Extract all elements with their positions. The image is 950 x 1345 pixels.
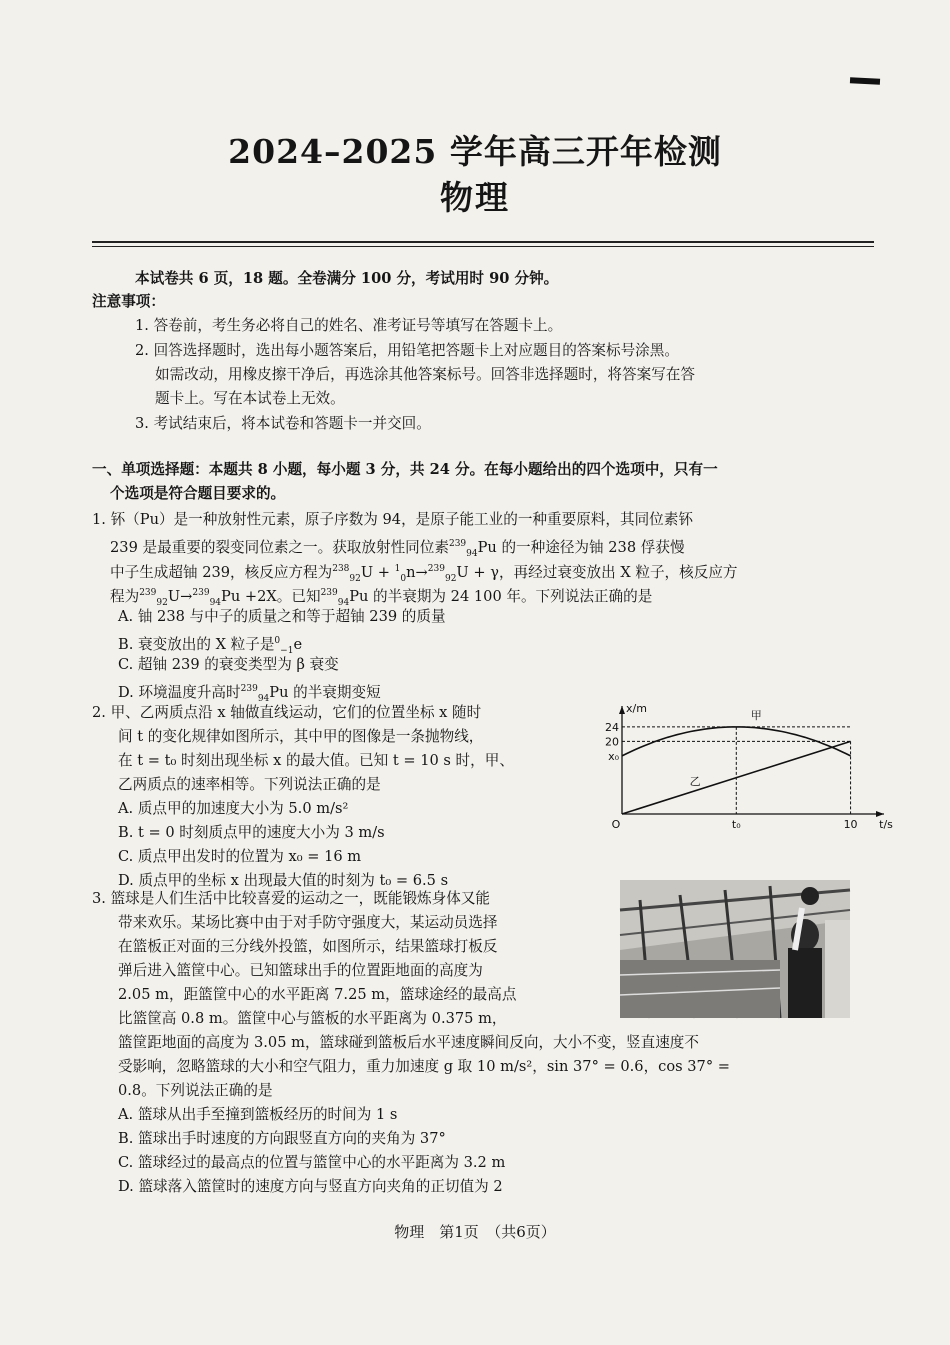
q3-option-b: B. 篮球出手时速度的方向跟竖直方向的夹角为 37° [118,1130,446,1147]
q1-line4: 程为$^{239}_{92}$U→$^{239}_{94}$Pu +2X。已知$^{239}_{94}$Pu 的半衰期为 24 100 年。下列说法正确的是 [110,587,653,608]
q1-option-c: C. 超铀 239 的衰变类型为 β 衰变 [118,656,339,673]
q2-option-c: C. 质点甲出发时的位置为 x₀ = 16 m [118,848,362,865]
q1-option-a: A. 铀 238 与中子的质量之和等于超铀 239 的质量 [118,608,446,625]
notice-2-cont-a: 如需改动，用橡皮擦干净后，再选涂其他答案标号。回答非选择题时，将答案写在答 [155,366,695,383]
xt-graph [600,700,893,835]
q3-line1: 3. 篮球是人们生活中比较喜爱的运动之一，既能锻炼身体又能 [92,890,491,907]
q3-line7: 篮筐距地面的高度为 3.05 m，篮球碰到篮板后水平速度瞬间反向，大小不变，竖直速度不 [118,1034,699,1051]
q3-option-a: A. 篮球从出手至撞到篮板经历的时间为 1 s [118,1106,398,1123]
page-footer: 物理 第1页 （共6页） [394,1223,556,1241]
basketball-scene-illustration [620,880,850,1018]
origin-label: O [611,818,621,831]
xt-plot-area [605,702,893,831]
q3-line4: 弹后进入篮筐中心。已知篮球出手的位置距地面的高度为 [118,962,483,979]
intro-summary: 本试卷共 6 页，18 题。全卷满分 100 分，考试用时 90 分钟。 [135,270,559,287]
q2-option-a: A. 质点甲的加速度大小为 5.0 m/s² [118,800,349,817]
y-axis-label: x/m [626,702,647,715]
page-corner-mark [850,77,880,85]
x-tick-t0: t₀ [731,818,741,831]
exam-subject: 物理 [440,178,510,217]
q1-line2: 239 是最重要的裂变同位素之一。获取放射性同位素$^{239}_{94}$Pu 的一种途径为铀 238 俘获慢 [110,538,685,559]
q3-option-d: D. 篮球落入篮筐时的速度方向与竖直方向夹角的正切值为 2 [118,1178,503,1195]
series-yi-label: 乙 [689,774,701,788]
notice-3: 3. 考试结束后，将本试卷和答题卡一并交回。 [135,415,431,432]
q2-line3: 在 t = t₀ 时刻出现坐标 x 的最大值。已知 t = 10 s 时，甲、 [118,752,514,769]
y-tick-20: 20 [605,735,619,749]
section1-heading: 一、单项选择题：本题共 8 小题，每小题 3 分，共 24 分。在每小题给出的四个选项中，只有一 [92,461,718,478]
q2-line1: 2. 甲、乙两质点沿 x 轴做直线运动，它们的位置坐标 x 随时 [92,704,482,721]
exam-title: 2024–2025 学年高三开年检测 [228,132,722,171]
q2-line4: 乙两质点的速率相等。下列说法正确的是 [118,776,381,793]
section1-heading-cont: 个选项是符合题目要求的。 [110,485,286,502]
q3-line9: 0.8。下列说法正确的是 [118,1082,273,1099]
x-axis-label: t/s [879,818,893,831]
basketball-photo [620,880,850,1018]
q3-line5: 2.05 m，距篮筐中心的水平距离 7.25 m，篮球途经的最高点 [118,986,517,1003]
notice-2-cont-b: 题卡上。写在本试卷上无效。 [155,390,345,407]
q3-line3: 在篮板正对面的三分线外投篮，如图所示，结果篮球打板反 [118,938,498,955]
title-rule-top [92,241,874,243]
title-rule-bottom [92,246,874,247]
q1-line1: 1. 钚（Pu）是一种放射性元素，原子序数为 94，是原子能工业的一种重要原料，其同位素钚 [92,511,693,528]
x-tick-10: 10 [843,818,858,831]
q3-line6: 比篮筐高 0.8 m。篮筐中心与篮板的水平距离为 0.375 m， [118,1010,507,1027]
q2-option-b: B. t = 0 时刻质点甲的速度大小为 3 m/s [118,824,385,841]
q1-option-d: D. 环境温度升高时$^{239}_{94}$Pu 的半衰期变短 [118,683,381,704]
notice-heading: 注意事项： [92,293,165,310]
q1-line3: 中子生成超铀 239，核反应方程为$^{238}_{92}$U + $^1_0$n→$^{239}_{92}$U + γ，再经过衰变放出 X 粒子，核反应方 [110,563,738,584]
x-axis-arrow [876,811,884,817]
notice-2: 2. 回答选择题时，选出每小题答案后，用铅笔把答题卡上对应题目的答案标号涂黑。 [135,342,679,359]
y-axis-arrow [619,706,625,714]
q3-line8: 受影响，忽略篮球的大小和空气阻力，重力加速度 g 取 10 m/s²，sin 37° = 0.6，cos 37° = [118,1058,731,1075]
y-tick-x0: x₀ [608,749,619,763]
q2-option-d: D. 质点甲的坐标 x 出现最大值的时刻为 t₀ = 6.5 s [118,872,449,889]
q3-option-c: C. 篮球经过的最高点的位置与篮筐中心的水平距离为 3.2 m [118,1154,506,1171]
q1-option-b: B. 衰变放出的 X 粒子是$^0_{-1}$e [118,635,303,656]
q3-line2: 带来欢乐。某场比赛中由于对手防守强度大，某运动员选择 [118,914,498,931]
series-jia-label: 甲 [750,708,762,722]
q2-line2: 间 t 的变化规律如图所示，其中甲的图像是一条抛物线， [118,728,484,745]
notice-1: 1. 答卷前，考生务必将自己的姓名、准考证号等填写在答题卡上。 [135,317,563,334]
y-tick-24: 24 [605,720,619,734]
